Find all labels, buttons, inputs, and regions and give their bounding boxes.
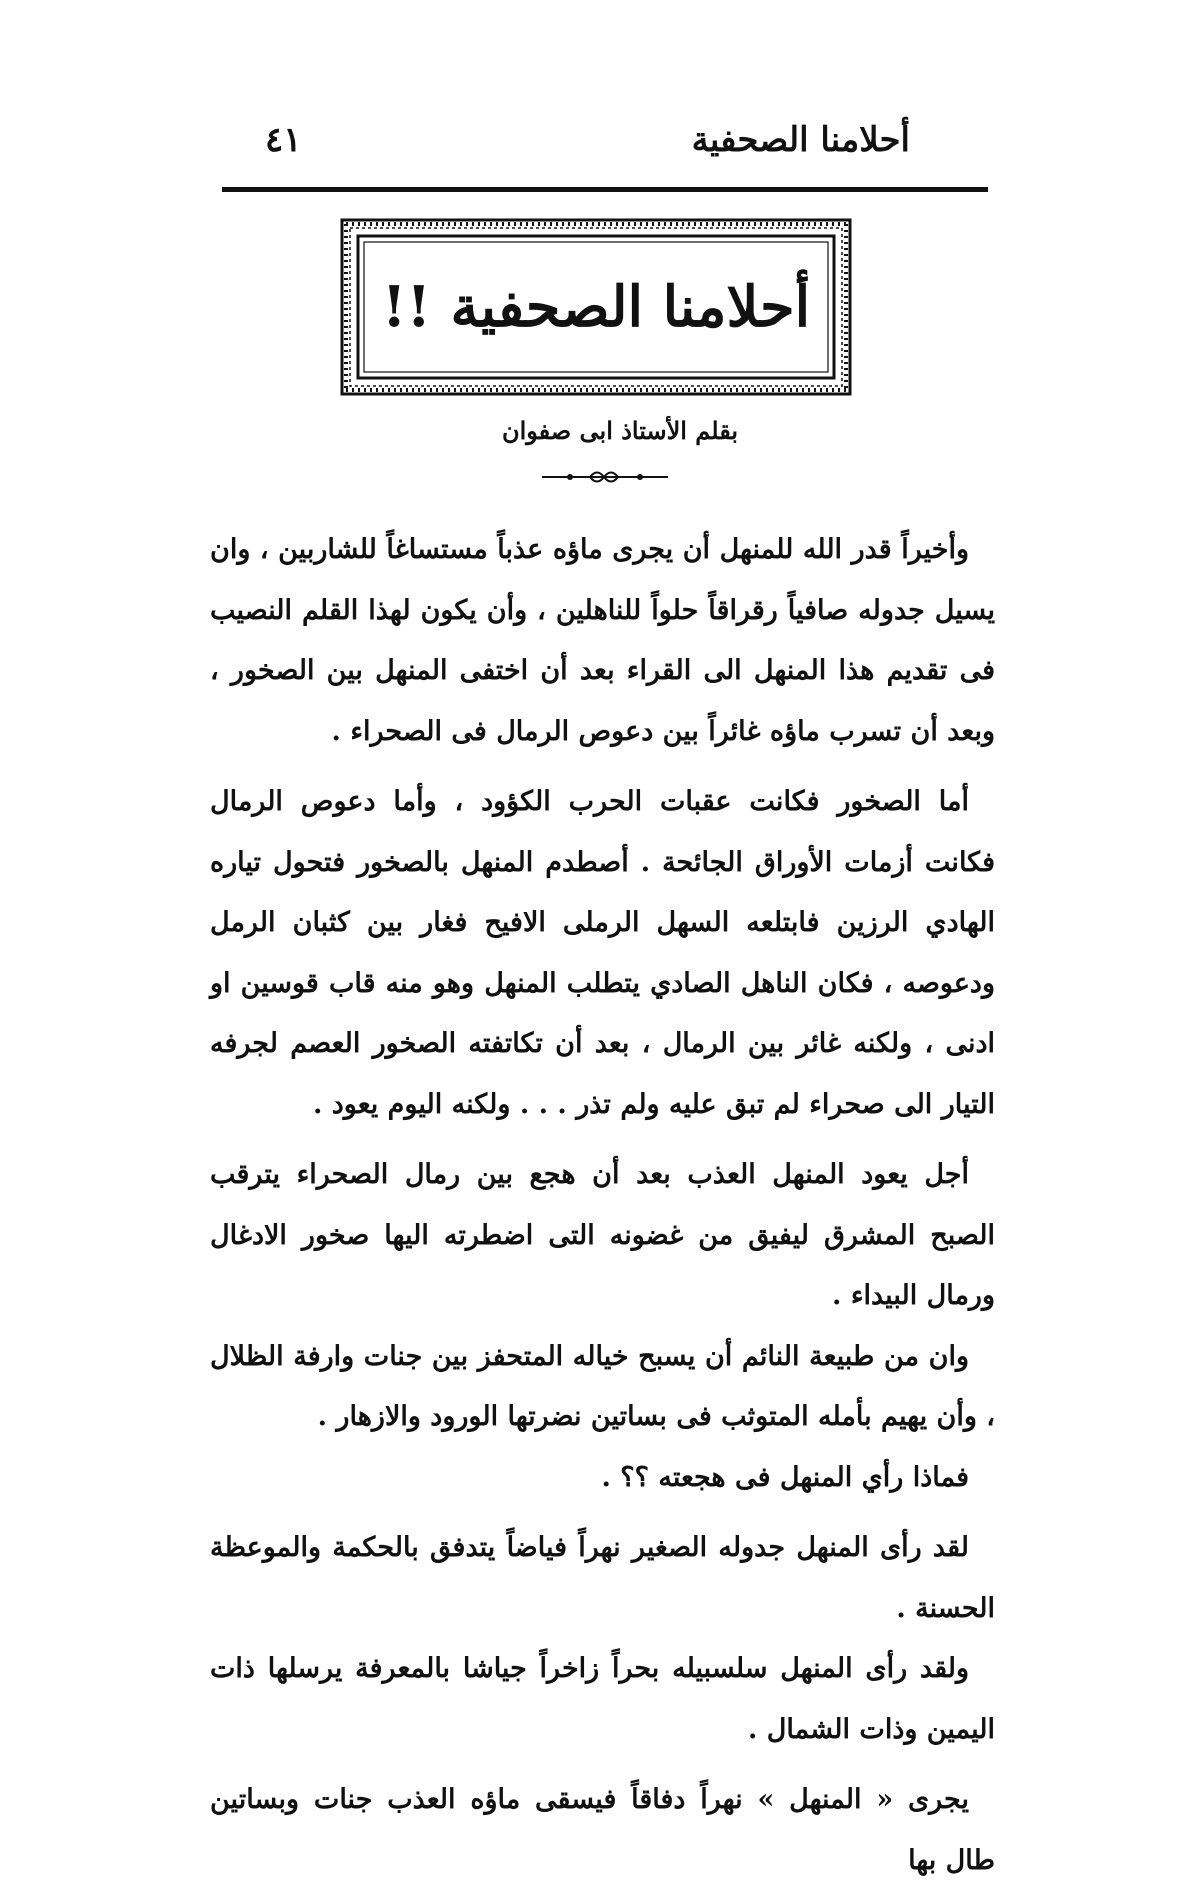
- paragraph-1: وأخيراً قدر الله للمنهل أن يجرى ماؤه عذباً مستساغاً للشاربين ، وان يسيل جدوله صافياً رقراقاً حلواً للناهلين ، وأن يكون لهذا القلم النصيب فى تقديم هذا المنهل الى القراء بعد أن اختفى المنهل بين الصخور ، وبعد أن تسرب ماؤه غائراً بين دعوص الرمال فى الصحراء .: [210, 534, 995, 747]
- running-title: أحلامنا الصحفية: [691, 120, 910, 160]
- paragraph-5: فماذا رأي المنهل فى هجعته ؟؟ .: [601, 1461, 969, 1493]
- title-frame: [340, 218, 852, 396]
- running-header: [225, 120, 990, 180]
- paragraph-2: أما الصخور فكانت عقبات الحرب الكؤود ، وأما دعوص الرمال فكانت أزمات الأوراق الجائحة . أصطدم المنهل بالصخور فتحول تياره الهادي الرزين فابتلعه السهل الرملى الافيح فغار بين كثبان الرمل ودعوصه ، فكان الناهل الصادي يتطلب المنهل وهو منه قاب قوسين او ادنى ، ولكنه غائر بين الرمال ، بعد أن تكاتفته الصخور العصم لجرفه التيار الى صحراء لم تبق عليه ولم تذر . . . ولكنه اليوم يعود .: [210, 786, 995, 1120]
- ornament-divider: [540, 466, 670, 488]
- article-body: [210, 520, 995, 1891]
- paragraph-4: وان من طبيعة النائم أن يسبح خياله المتحفز بين جنات وارفة الظلال ، وأن يهيم بأمله المتوثب فى بساتين نضرتها الورود والازهار .: [210, 1340, 995, 1432]
- article-title: أحلامنا الصحفية !!: [381, 274, 811, 340]
- header-rule: [222, 187, 988, 192]
- paragraph-3: أجل يعود المنهل العذب بعد أن هجع بين رمال الصحراء يترقب الصبح المشرق ليفيق من غضونه التى اضطرته اليها صخور الادغال ورمال البيداء .: [210, 1159, 995, 1311]
- paragraph-6: لقد رأى المنهل جدوله الصغير نهراً فياضاً يتدفق بالحكمة والموعظة الحسنة .: [210, 1532, 995, 1624]
- byline: بقلم الأستاذ ابى صفوان: [501, 416, 739, 445]
- paragraph-7: ولقد رأى المنهل سلسبيله بحراً زاخراً جياشا بالمعرفة يرسلها ذات اليمين وذات الشمال .: [210, 1653, 995, 1745]
- paragraph-8: يجرى « المنهل » نهراً دفاقاً فيسقى ماؤه العذب جنات وبساتين طال بها: [210, 1784, 995, 1876]
- page-number: ٤١: [265, 120, 302, 160]
